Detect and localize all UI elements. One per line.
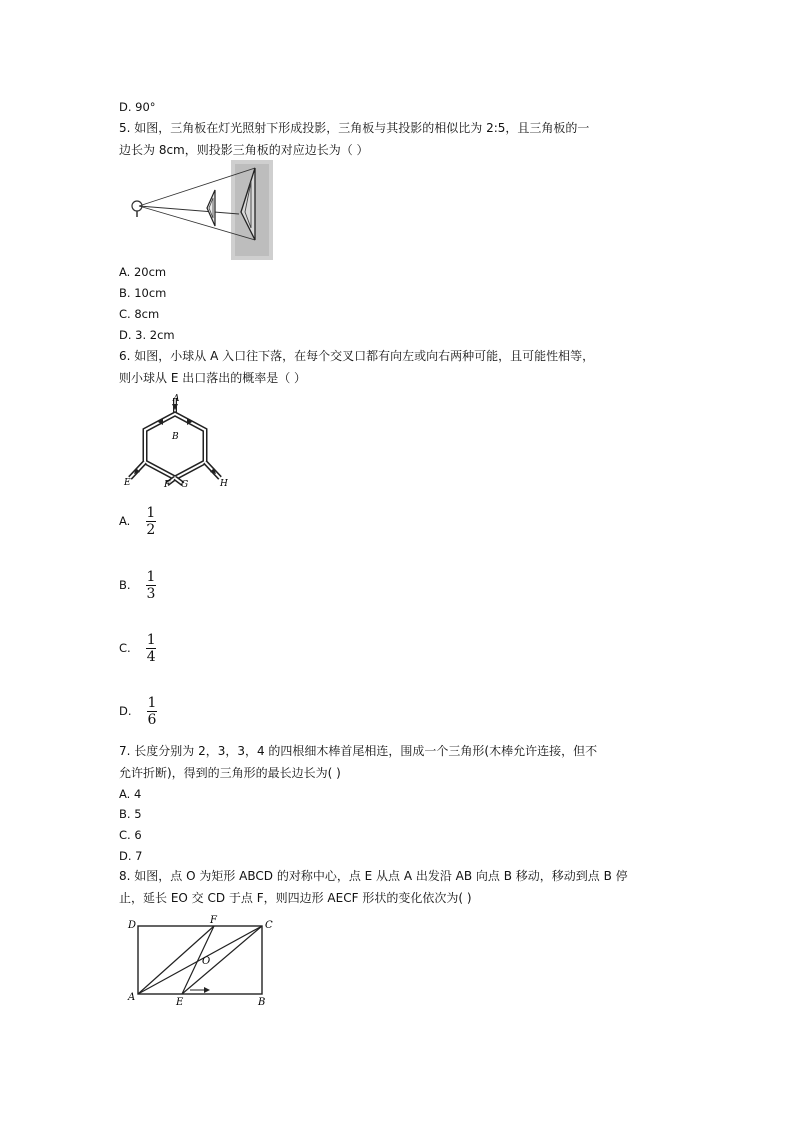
q6-option-c-letter: C.	[119, 641, 131, 655]
q7-stem-line2: 允许折断)，得到的三角形的最长边长为( )	[119, 766, 341, 780]
q8-label-d: D	[128, 920, 137, 931]
q6-label-a: A	[173, 394, 180, 404]
q7-option-c: C. 6	[119, 828, 142, 842]
q5-option-c: C. 8cm	[119, 307, 160, 321]
q8-stem-line1: 8. 如图，点 O 为矩形 ABCD 的对称中心，点 E 从点 A 出发沿 AB 向点 B 移动，移动到点 B 停	[119, 869, 628, 883]
numerator: 1	[146, 568, 156, 585]
q8-label-f: F	[210, 915, 217, 926]
q8-label-c: C	[265, 920, 273, 931]
numerator: 1	[147, 694, 157, 711]
q6-option-c	[119, 626, 158, 670]
q7-option-a: A. 4	[119, 787, 142, 801]
q8-label-a: A	[128, 992, 136, 1003]
q6-label-f: F	[164, 480, 171, 490]
q8-stem-line2: 止，延长 EO 交 CD 于点 F，则四边形 AECF 形状的变化依次为( )	[119, 891, 472, 905]
q6-option-d-letter: D.	[119, 704, 132, 718]
q6-stem-line2: 则小球从 E 出口落出的概率是（ ）	[119, 371, 307, 385]
q7-option-b: B. 5	[119, 807, 142, 821]
q6-option-b-fraction	[145, 569, 158, 602]
q5-option-b: B. 10cm	[119, 286, 167, 300]
q8-label-b: B	[258, 997, 266, 1008]
q8-rectangle-figure	[124, 912, 284, 1007]
q5-projection-figure	[127, 160, 277, 260]
q6-hexagon-maze-figure	[122, 392, 232, 490]
q5-option-d: D. 3. 2cm	[119, 328, 175, 342]
q4-option-d: D. 90°	[119, 100, 156, 114]
q6-option-c-fraction	[145, 632, 158, 665]
q6-label-h: H	[220, 479, 228, 489]
denominator: 3	[146, 585, 156, 602]
q8-label-e: E	[176, 997, 184, 1008]
q8-label-o: O	[202, 956, 211, 967]
denominator: 6	[147, 711, 157, 728]
q6-option-b-letter: B.	[119, 578, 131, 592]
denominator: 4	[146, 648, 156, 665]
q5-option-a: A. 20cm	[119, 265, 167, 279]
q6-stem-line1: 6. 如图，小球从 A 入口往下落，在每个交叉口都有向左或向右两种可能，且可能性相等，	[119, 349, 595, 363]
q6-label-b: B	[172, 432, 179, 442]
q6-option-a	[119, 499, 157, 543]
numerator: 1	[146, 504, 156, 521]
denominator: 2	[146, 521, 156, 538]
q6-option-a-fraction	[144, 505, 157, 538]
q6-option-b	[119, 563, 157, 607]
q6-option-d-fraction	[146, 695, 159, 728]
q6-label-g: G	[181, 480, 189, 490]
q7-option-d: D. 7	[119, 849, 143, 863]
q6-label-e: E	[124, 478, 131, 488]
q6-option-a-letter: A.	[119, 514, 131, 528]
numerator: 1	[146, 631, 156, 648]
q5-stem-line2: 边长为 8cm，则投影三角板的对应边长为（ ）	[119, 143, 369, 157]
q7-stem-line1: 7. 长度分别为 2，3，3，4 的四根细木棒首尾相连，围成一个三角形(木棒允许连接，但不	[119, 744, 598, 758]
q5-stem-line1: 5. 如图，三角板在灯光照射下形成投影，三角板与其投影的相似比为 2:5，且三角板的一	[119, 121, 590, 135]
q6-option-d	[119, 689, 158, 733]
